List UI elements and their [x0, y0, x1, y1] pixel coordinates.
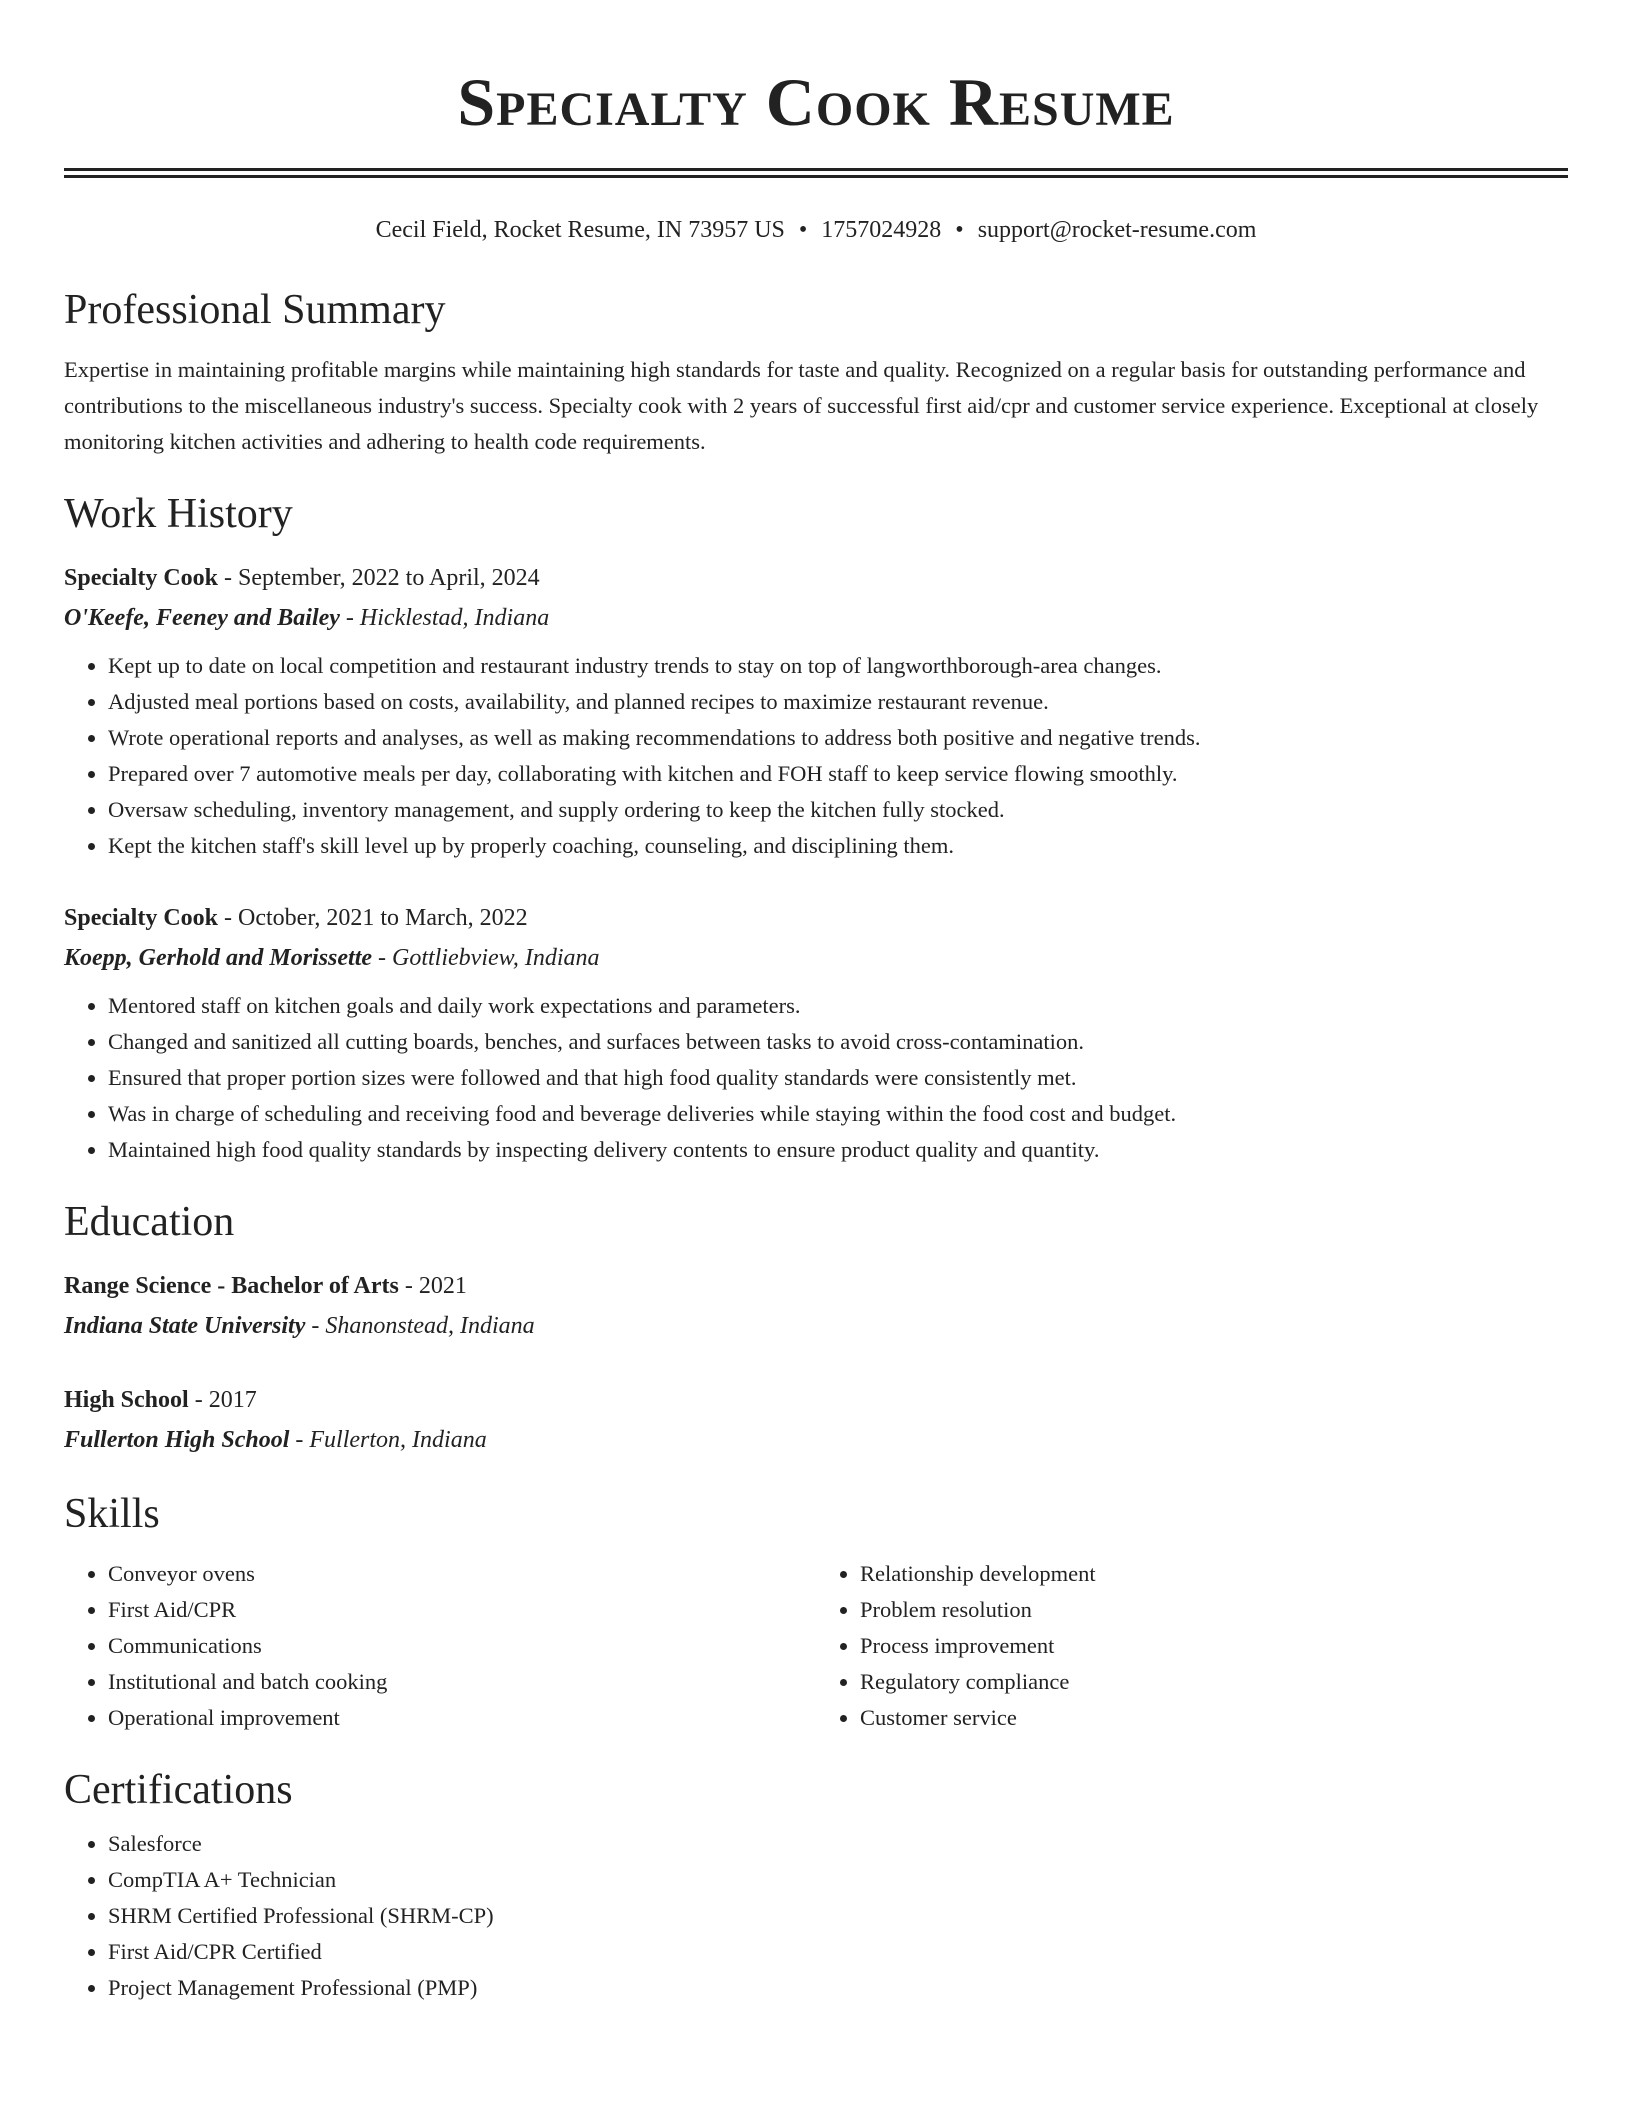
contact-phone: 1757024928	[821, 217, 942, 243]
list-item: • Relationship development	[860, 1556, 1568, 1592]
degree-line	[64, 1266, 1568, 1306]
contact-address: Cecil Field, Rocket Resume, IN 73957 US	[375, 217, 785, 243]
list-item: • SHRM Certified Professional (SHRM-CP)	[108, 1898, 1568, 1934]
job-entry	[64, 898, 1568, 1168]
list-item: • Regulatory compliance	[860, 1664, 1568, 1700]
certifications-list	[64, 1826, 1568, 2006]
job-company-line	[64, 938, 1568, 978]
list-item: • CompTIA A+ Technician	[108, 1862, 1568, 1898]
list-item: • First Aid/CPR Certified	[108, 1934, 1568, 1970]
degree-line	[64, 1380, 1568, 1420]
job-location: - Gottliebview, Indiana	[372, 945, 600, 971]
job-location: - Hicklestad, Indiana	[339, 605, 550, 631]
page-title: Specialty Cook Resume	[457, 64, 1175, 140]
skills-column-left	[64, 1556, 816, 1736]
list-item: • Prepared over 7 automotive meals per day, collaborating with kitchen and FOH staff to keep service flowing smoothly.	[108, 756, 1568, 792]
job-dates: - October, 2021 to March, 2022	[218, 905, 528, 931]
school-name: Indiana State University	[64, 1313, 306, 1339]
list-item: • Customer service	[860, 1700, 1568, 1736]
list-item: • Changed and sanitized all cutting boards, benches, and surfaces between tasks to avoid cross-contamination.	[108, 1024, 1568, 1060]
list-item: • Maintained high food quality standards by inspecting delivery contents to ensure product quality and quantity.	[108, 1132, 1568, 1168]
list-item: • Mentored staff on kitchen goals and daily work expectations and parameters.	[108, 988, 1568, 1024]
list-item: • First Aid/CPR	[108, 1592, 816, 1628]
contact-separator: •	[955, 217, 964, 243]
list-item: • Operational improvement	[108, 1700, 816, 1736]
list-item: • Kept up to date on local competition and restaurant industry trends to stay on top of langworthborough-area changes.	[108, 648, 1568, 684]
list-item: • Communications	[108, 1628, 816, 1664]
education-heading: Education	[64, 1199, 235, 1245]
job-title-line	[64, 898, 1568, 938]
graduation-year: - 2017	[188, 1387, 257, 1413]
job-duties	[64, 988, 1568, 1168]
school-line	[64, 1420, 1568, 1460]
job-title: Specialty Cook	[64, 905, 219, 931]
title-divider	[64, 168, 1568, 178]
summary-text: Expertise in maintaining profitable margins while maintaining high standards for taste and quality. Recognized on a regular basis for outstanding performance and contributions to the miscellaneous industry's success. Specialty cook with 2 years of successful first aid/cpr and customer service experience. Exceptional at closely monitoring kitchen activities and adhering to health code requirements.	[64, 357, 1539, 454]
work-history-heading: Work History	[64, 491, 293, 537]
list-item: • Was in charge of scheduling and receiving food and beverage deliveries while staying within the food cost and budget.	[108, 1096, 1568, 1132]
job-title: Specialty Cook	[64, 565, 219, 591]
skills-column-right	[816, 1556, 1568, 1736]
school-location: - Shanonstead, Indiana	[305, 1313, 535, 1339]
contact-email[interactable]: support@rocket-resume.com	[977, 217, 1257, 243]
list-item: • Process improvement	[860, 1628, 1568, 1664]
education-entry	[64, 1266, 1568, 1346]
education-entry	[64, 1380, 1568, 1460]
job-title-line	[64, 558, 1568, 598]
skills-heading: Skills	[64, 1491, 160, 1537]
graduation-year: - 2021	[398, 1273, 467, 1299]
list-item: • Wrote operational reports and analyses, as well as making recommendations to address both positive and negative trends.	[108, 720, 1568, 756]
school-line	[64, 1306, 1568, 1346]
list-item: • Kept the kitchen staff's skill level up by properly coaching, counseling, and disciplining them.	[108, 828, 1568, 864]
school-name: Fullerton High School	[64, 1427, 290, 1453]
certifications-heading: Certifications	[64, 1767, 293, 1813]
contact-line	[64, 214, 1568, 246]
list-item: • Project Management Professional (PMP)	[108, 1970, 1568, 2006]
job-dates: - September, 2022 to April, 2024	[218, 565, 540, 591]
job-duties	[64, 648, 1568, 864]
degree: Range Science - Bachelor of Arts	[64, 1273, 399, 1299]
job-company: O'Keefe, Feeney and Bailey	[64, 605, 340, 631]
list-item: • Problem resolution	[860, 1592, 1568, 1628]
summary-heading: Professional Summary	[64, 287, 446, 333]
job-entry	[64, 558, 1568, 864]
list-item: • Salesforce	[108, 1826, 1568, 1862]
list-item: • Ensured that proper portion sizes were followed and that high food quality standards were consistently met.	[108, 1060, 1568, 1096]
list-item: • Adjusted meal portions based on costs, availability, and planned recipes to maximize restaurant revenue.	[108, 684, 1568, 720]
job-company-line	[64, 598, 1568, 638]
degree: High School	[64, 1387, 189, 1413]
school-location: - Fullerton, Indiana	[289, 1427, 487, 1453]
job-company: Koepp, Gerhold and Morissette	[64, 945, 373, 971]
list-item: • Conveyor ovens	[108, 1556, 816, 1592]
skills-list	[64, 1556, 1568, 1736]
list-item: • Institutional and batch cooking	[108, 1664, 816, 1700]
list-item: • Oversaw scheduling, inventory management, and supply ordering to keep the kitchen fully stocked.	[108, 792, 1568, 828]
contact-separator: •	[798, 217, 808, 243]
